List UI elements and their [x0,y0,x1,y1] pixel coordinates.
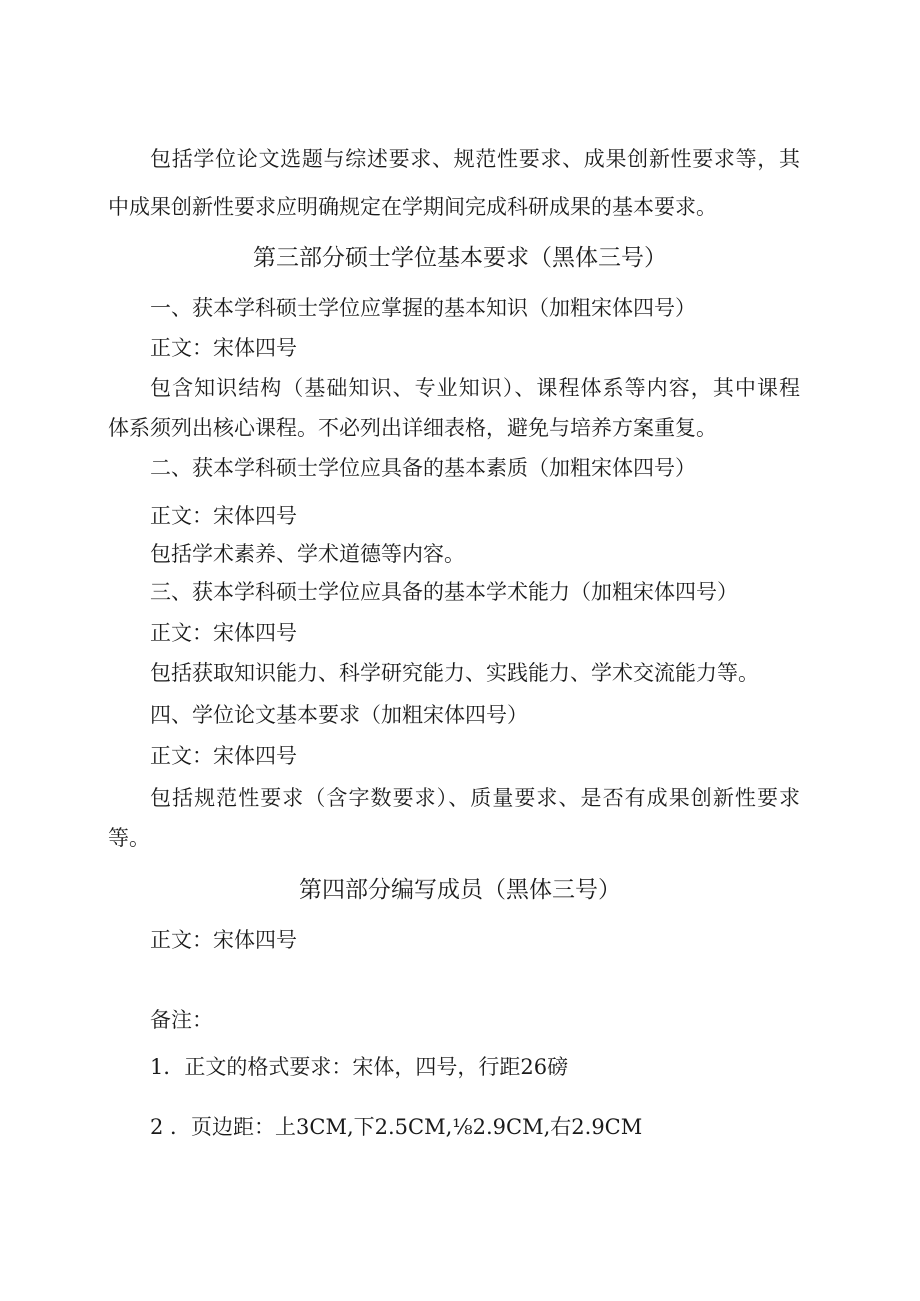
part3-section4-font-note: 正文：宋体四号 [150,744,297,768]
part3-section2-heading: 二、获本学科硕士学位应具备的基本素质（加粗宋体四号） [150,456,696,480]
note-item-2: 2 ．页边距：上3CM,下2.5CM,⅛2.9CM,右2.9CM [150,1115,643,1139]
part3-section3-body-line-1: 包括获取知识能力、科学研究能力、实践能力、学术交流能力等。 [150,661,759,685]
part3-section1-body-line-2: 体系须列出核心课程。不必列出详细表格，避免与培养方案重复。 [108,416,717,440]
part3-section3-font-note: 正文：宋体四号 [150,621,297,645]
part3-section2-font-note: 正文：宋体四号 [150,504,297,528]
part3-section1-body-line-1: 包含知识结构（基础知识、专业知识）、课程体系等内容，其中课程 [150,376,800,400]
notes-label: 备注： [150,1008,213,1032]
part4-title: 第四部分编写成员（黑体三号） [299,877,621,903]
part3-title: 第三部分硕士学位基本要求（黑体三号） [253,245,667,271]
part3-section1-heading: 一、获本学科硕士学位应掌握的基本知识（加粗宋体四号） [150,296,696,320]
part3-section4-body-line-2: 等。 [108,826,150,850]
part3-section4-body-line-1: 包括规范性要求（含字数要求）、质量要求、是否有成果创新性要求 [150,786,800,810]
part4-font-note: 正文：宋体四号 [150,928,297,952]
part3-section1-font-note: 正文：宋体四号 [150,336,297,360]
part3-section3-heading: 三、获本学科硕士学位应具备的基本学术能力（加粗宋体四号） [150,580,738,604]
part3-section4-heading: 四、学位论文基本要求（加粗宋体四号） [150,703,528,727]
intro-paragraph-line-2: 中成果创新性要求应明确规定在学期间完成科研成果的基本要求。 [108,195,717,219]
part3-section2-body-line-1: 包括学术素养、学术道德等内容。 [150,542,465,566]
intro-paragraph-line-1: 包括学位论文选题与综述要求、规范性要求、成果创新性要求等，其 [150,147,800,171]
note-item-1: 1．正文的格式要求：宋体，四号，行距26磅 [150,1055,569,1079]
